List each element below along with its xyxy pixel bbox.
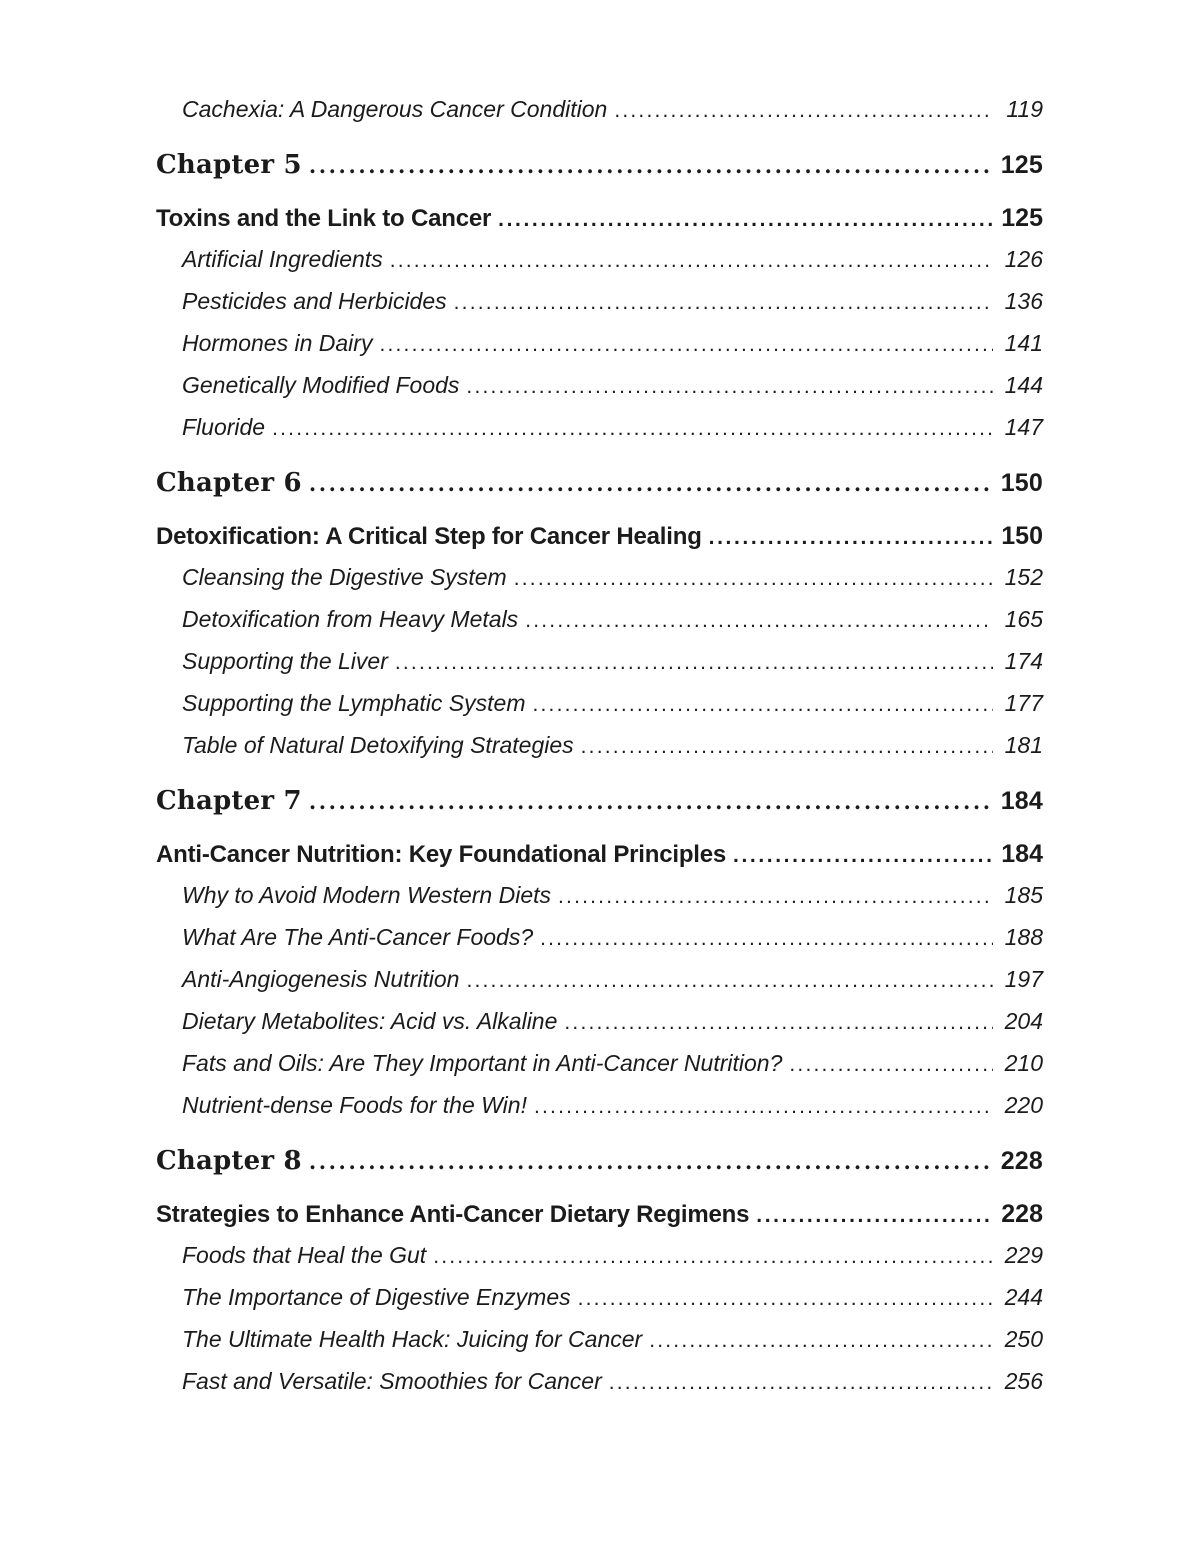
- toc-entry-section: [156, 840, 1043, 870]
- dot-leader: [540, 927, 993, 951]
- toc-entry-page-number: 177: [1004, 690, 1043, 716]
- toc-entry-page-number: 210: [1004, 1050, 1043, 1076]
- dot-leader: [390, 249, 993, 273]
- toc-entry-label: Toxins and the Link to Cancer: [156, 205, 492, 232]
- dot-leader: [581, 735, 993, 759]
- toc-entry-label: Chapter 5: [156, 150, 302, 180]
- toc-entry-label: Foods that Heal the Gut: [182, 1242, 427, 1268]
- toc-entry-label: Cleansing the Digestive System: [182, 564, 507, 590]
- toc-entry-page-number: 119: [1006, 96, 1043, 122]
- dot-leader: [609, 1371, 993, 1395]
- toc-entry-label: Why to Avoid Modern Western Diets: [182, 882, 551, 908]
- toc-entry-label: Supporting the Lymphatic System: [182, 690, 526, 716]
- dot-leader: [534, 1095, 993, 1119]
- toc-entry-sub: [156, 1242, 1043, 1272]
- toc-entry-sub: [156, 966, 1043, 996]
- toc-entry-page-number: 150: [1001, 522, 1043, 550]
- dot-leader: [272, 417, 993, 441]
- dot-leader: [532, 693, 993, 717]
- toc-entry-label: Supporting the Liver: [182, 648, 388, 674]
- toc-entry-page-number: 125: [1000, 151, 1043, 179]
- dot-leader: [498, 208, 993, 232]
- toc-entry-sub: [156, 732, 1043, 762]
- toc-entry-section: [156, 204, 1043, 234]
- toc-entry-page-number: 152: [1004, 564, 1043, 590]
- toc-entry-page-number: 228: [1000, 1147, 1043, 1175]
- toc-entry-sub: [156, 1050, 1043, 1080]
- dot-leader: [789, 1053, 993, 1077]
- toc-entry-page-number: 174: [1004, 648, 1043, 674]
- toc-entry-label: Table of Natural Detoxifying Strategies: [182, 732, 574, 758]
- toc-entry-sub: [156, 288, 1043, 318]
- toc-entry-sub: [156, 246, 1043, 276]
- toc-entry-page-number: 181: [1004, 732, 1043, 758]
- toc-entry-page-number: 184: [1001, 840, 1043, 868]
- toc-entry-sub: [156, 606, 1043, 636]
- toc-entry-label: Chapter 7: [156, 786, 302, 816]
- toc-entry-page-number: 165: [1004, 606, 1043, 632]
- dot-leader: [564, 1011, 993, 1035]
- dot-leader: [309, 1149, 993, 1174]
- toc-entry-page-number: 141: [1004, 330, 1043, 356]
- toc-entry-label: Genetically Modified Foods: [182, 372, 460, 398]
- dot-leader: [733, 844, 993, 868]
- toc-entry-page-number: 126: [1004, 246, 1043, 272]
- toc-entry-page-number: 229: [1004, 1242, 1043, 1268]
- table-of-contents: [156, 96, 1043, 1410]
- toc-entry-label: Chapter 8: [156, 1146, 302, 1176]
- dot-leader: [466, 375, 993, 399]
- toc-entry-page-number: 220: [1004, 1092, 1043, 1118]
- toc-entry-label: Pesticides and Herbicides: [182, 288, 447, 314]
- toc-entry-label: The Ultimate Health Hack: Juicing for Cancer: [182, 1326, 643, 1352]
- toc-entry-label: Nutrient-dense Foods for the Win!: [182, 1092, 527, 1118]
- toc-entry-sub: [156, 690, 1043, 720]
- toc-entry-sub: [156, 1368, 1043, 1398]
- dot-leader: [309, 153, 993, 178]
- toc-entry-label: Detoxification: A Critical Step for Cancer Healing: [156, 523, 702, 550]
- toc-entry-page-number: 147: [1004, 414, 1043, 440]
- toc-entry-sub: [156, 372, 1043, 402]
- toc-entry-label: Fluoride: [182, 414, 266, 440]
- toc-entry-label: Fast and Versatile: Smoothies for Cancer: [182, 1368, 602, 1394]
- toc-entry-page-number: 125: [1001, 204, 1043, 232]
- dot-leader: [709, 526, 993, 550]
- toc-entry-page-number: 188: [1004, 924, 1043, 950]
- toc-entry-label: Strategies to Enhance Anti-Cancer Dietary Regimens: [156, 1201, 750, 1228]
- toc-entry-label: Cachexia: A Dangerous Cancer Condition: [182, 96, 608, 122]
- toc-entry-page-number: 256: [1004, 1368, 1043, 1394]
- toc-entry-page-number: 197: [1004, 966, 1043, 992]
- toc-entry-page-number: 204: [1004, 1008, 1043, 1034]
- dot-leader: [578, 1287, 993, 1311]
- toc-entry-sub: [156, 1326, 1043, 1356]
- toc-entry-chapter: [156, 1146, 1043, 1176]
- toc-entry-label: Chapter 6: [156, 468, 302, 498]
- dot-leader: [514, 567, 993, 591]
- dot-leader: [309, 789, 993, 814]
- toc-entry-label: Hormones in Dairy: [182, 330, 373, 356]
- toc-entry-page-number: 250: [1004, 1326, 1043, 1352]
- toc-entry-sub: [156, 330, 1043, 360]
- toc-entry-page-number: 136: [1004, 288, 1043, 314]
- dot-leader: [454, 291, 993, 315]
- toc-entry-page-number: 185: [1004, 882, 1043, 908]
- dot-leader: [649, 1329, 993, 1353]
- toc-entry-sub: [156, 882, 1043, 912]
- toc-entry-label: Fats and Oils: Are They Important in Anti-Cancer Nutrition?: [182, 1050, 783, 1076]
- dot-leader: [379, 333, 993, 357]
- dot-leader: [466, 969, 993, 993]
- toc-entry-page-number: 144: [1004, 372, 1043, 398]
- toc-entry-page-number: 150: [1000, 469, 1043, 497]
- toc-entry-sub: [156, 414, 1043, 444]
- toc-entry-sub: [156, 924, 1043, 954]
- toc-entry-section: [156, 522, 1043, 552]
- toc-entry-sub: [156, 1284, 1043, 1314]
- toc-entry-sub: [156, 648, 1043, 678]
- toc-entry-sub: [156, 96, 1043, 126]
- dot-leader: [756, 1204, 993, 1228]
- toc-entry-page-number: 184: [1000, 787, 1043, 815]
- toc-entry-chapter: [156, 150, 1043, 180]
- toc-entry-sub: [156, 564, 1043, 594]
- dot-leader: [558, 885, 993, 909]
- toc-entry-label: Artificial Ingredients: [182, 246, 383, 272]
- dot-leader: [395, 651, 993, 675]
- dot-leader: [614, 99, 993, 123]
- toc-entry-label: What Are The Anti-Cancer Foods?: [182, 924, 534, 950]
- toc-entry-label: The Importance of Digestive Enzymes: [182, 1284, 571, 1310]
- toc-entry-chapter: [156, 786, 1043, 816]
- dot-leader: [525, 609, 993, 633]
- toc-entry-page-number: 244: [1004, 1284, 1043, 1310]
- toc-entry-sub: [156, 1008, 1043, 1038]
- toc-entry-label: Anti-Cancer Nutrition: Key Foundational Principles: [156, 841, 727, 868]
- toc-entry-chapter: [156, 468, 1043, 498]
- toc-entry-sub: [156, 1092, 1043, 1122]
- dot-leader: [309, 471, 993, 496]
- toc-entry-label: Detoxification from Heavy Metals: [182, 606, 519, 632]
- toc-entry-section: [156, 1200, 1043, 1230]
- toc-entry-label: Dietary Metabolites: Acid vs. Alkaline: [182, 1008, 558, 1034]
- toc-entry-page-number: 228: [1001, 1200, 1043, 1228]
- dot-leader: [433, 1245, 993, 1269]
- toc-entry-label: Anti-Angiogenesis Nutrition: [182, 966, 460, 992]
